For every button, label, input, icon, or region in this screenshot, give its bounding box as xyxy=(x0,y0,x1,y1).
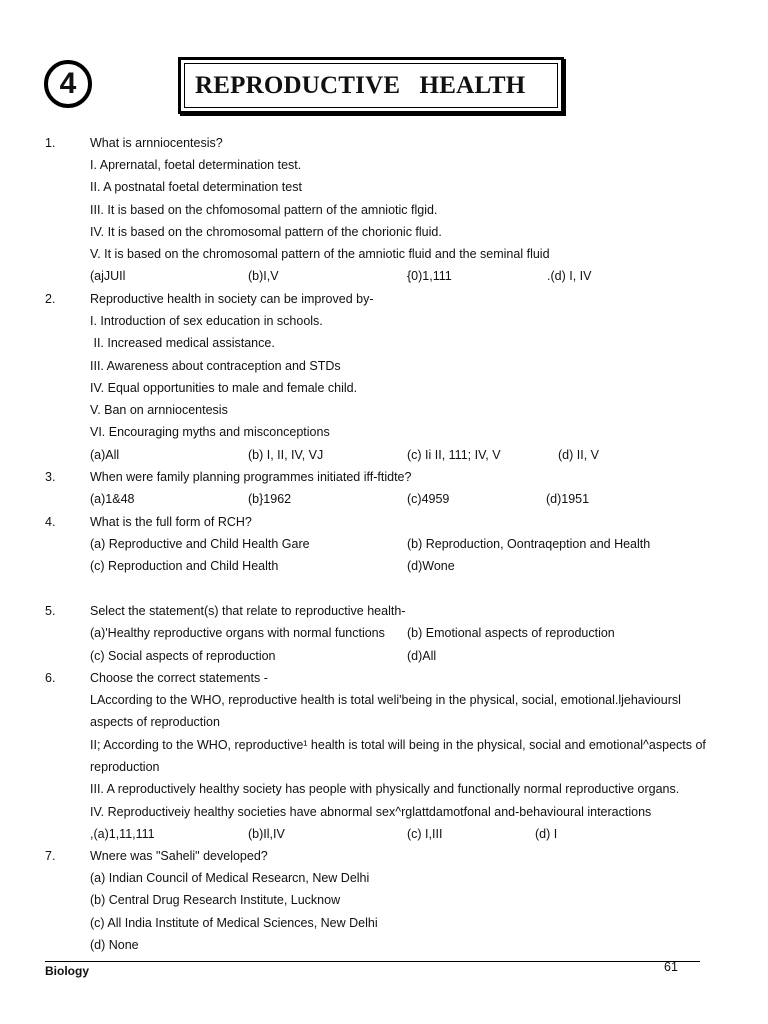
option-c: (c)4959 xyxy=(407,492,450,506)
option-a: (a) Indian Council of Medical Researcn, New Delhi xyxy=(90,871,370,885)
option-a: (a)1&48 xyxy=(90,492,135,506)
option-d: .(d) I, IV xyxy=(547,269,592,283)
question-text: Wnere was "Saheli" developed? xyxy=(90,849,268,863)
option-d: (d)Wone xyxy=(407,559,455,573)
chapter-number-badge xyxy=(44,60,92,108)
page-number: 61 xyxy=(664,960,678,974)
option-a: (a) Reproductive and Child Health Gare xyxy=(90,537,310,551)
footer-divider xyxy=(45,961,700,962)
question-text: When were family planning programmes initiated iff-ftidte? xyxy=(90,470,412,484)
statement: V. Ban on arnniocentesis xyxy=(90,403,228,417)
option-d: (d) I xyxy=(535,827,558,841)
option-d: (d) II, V xyxy=(558,448,599,462)
chapter-title: REPRODUCTIVE HEALTH xyxy=(195,72,526,99)
option-c: (c) Reproduction and Child Health xyxy=(90,559,279,573)
statement: IV. Reproductiveiy healthy societies have abnormal sex^rglattdamotfonal and-behavioural interactions xyxy=(90,805,652,819)
statement: reproduction xyxy=(90,760,160,774)
question-number: 1. xyxy=(45,136,56,150)
option-a: (a)All xyxy=(90,448,120,462)
statement: VI. Encouraging myths and misconceptions xyxy=(90,425,330,439)
option-c: (c) Social aspects of reproduction xyxy=(90,649,276,663)
option-d: (d)All xyxy=(407,649,437,663)
statement: V. It is based on the chromosomal pattern of the amniotic fluid and the seminal fluid xyxy=(90,247,550,261)
option-b: (b) Emotional aspects of reproduction xyxy=(407,626,615,640)
chapter-title-box xyxy=(178,57,564,114)
statement: I. Introduction of sex education in schools. xyxy=(90,314,323,328)
question-number: 2. xyxy=(45,292,56,306)
statement: III. It is based on the chfomosomal pattern of the amniotic flgid. xyxy=(90,203,438,217)
option-c: {0)1,111 xyxy=(407,269,452,283)
statement: IV. It is based on the chromosomal pattern of the chorionic fluid. xyxy=(90,225,442,239)
option-a: (ajJUIl xyxy=(90,269,126,283)
question-text: Choose the correct statements - xyxy=(90,671,268,685)
question-text: What is arnniocentesis? xyxy=(90,136,223,150)
statement: III. Awareness about contraception and STDs xyxy=(90,359,341,373)
statement: LAccording to the WHO, reproductive health is total weli'being in the physical, social, emotional.ljehavioursl xyxy=(90,693,681,707)
question-text: Select the statement(s) that relate to reproductive health- xyxy=(90,604,406,618)
option-d: (d)1951 xyxy=(546,492,590,506)
option-c: (c) I,III xyxy=(407,827,443,841)
statement: II; According to the WHO, reproductive¹ health is total will being in the physical, social and emotional^aspects of xyxy=(90,738,706,752)
statement: IV. Equal opportunities to male and female child. xyxy=(90,381,358,395)
question-number: 3. xyxy=(45,470,56,484)
question-number: 4. xyxy=(45,515,56,529)
option-a: ,(a)1,11,111 xyxy=(90,827,155,841)
question-number: 6. xyxy=(45,671,56,685)
option-b: (b)Il,IV xyxy=(248,827,285,841)
statement: II. Increased medical assistance. xyxy=(90,336,275,350)
option-b: (b) Reproduction, Oontraqeption and Health xyxy=(407,537,651,551)
question-text: Reproductive health in society can be improved by- xyxy=(90,292,374,306)
option-b: (b) Central Drug Research Institute, Lucknow xyxy=(90,893,341,907)
option-d: (d) None xyxy=(90,938,139,952)
statement: I. Aprernatal, foetal determination test. xyxy=(90,158,302,172)
option-c: (c) All India Institute of Medical Sciences, New Delhi xyxy=(90,916,378,930)
question-number: 7. xyxy=(45,849,56,863)
statement: II. A postnatal foetal determination test xyxy=(90,180,302,194)
option-b: (b}1962 xyxy=(248,492,292,506)
chapter-number: 4 xyxy=(59,67,77,100)
option-b: (b)I,V xyxy=(248,269,279,283)
question-number: 5. xyxy=(45,604,56,618)
option-a: (a)'Healthy reproductive organs with normal functions xyxy=(90,626,385,640)
question-text: What is the full form of RCH? xyxy=(90,515,252,529)
statement: aspects of reproduction xyxy=(90,715,220,729)
statement: III. A reproductively healthy society has people with physically and functionally normal reproductive organs. xyxy=(90,782,680,796)
option-c: (c) Ii II, 111; IV, V xyxy=(407,448,501,462)
option-b: (b) I, II, IV, VJ xyxy=(248,448,324,462)
footer-subject: Biology xyxy=(45,964,89,978)
